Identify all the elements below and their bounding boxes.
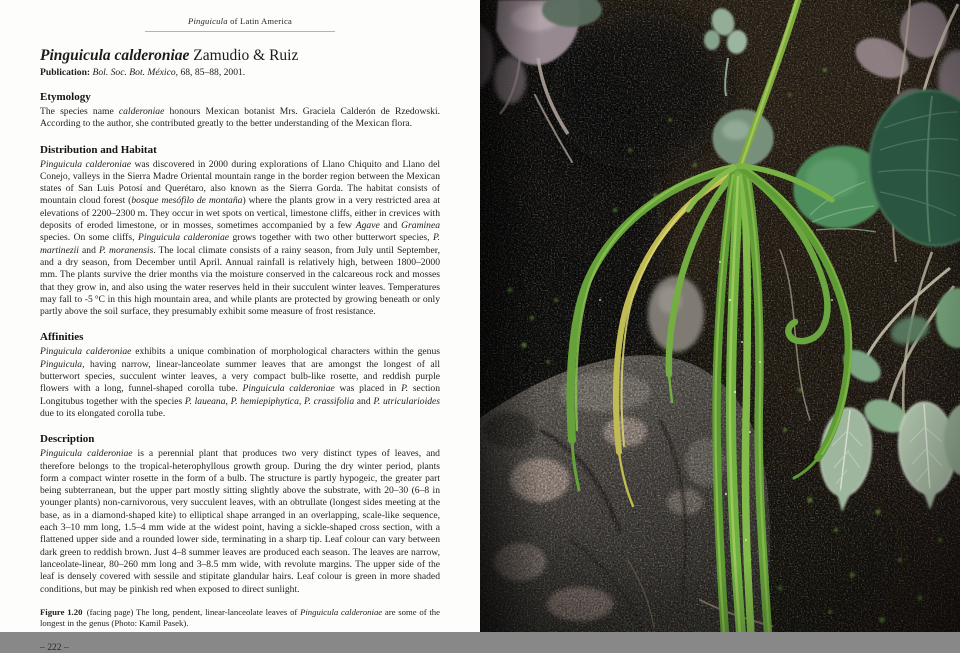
publication-reference: Bol. Soc. Bot. México, 68, 85–88, 2001. — [92, 67, 246, 78]
species-title: Pinguicula calderoniae — [40, 47, 190, 64]
figure-caption — [40, 607, 440, 629]
species-authors: Zamudio & Ruiz — [193, 47, 299, 64]
running-header: Pinguicula of Latin America — [188, 16, 292, 26]
figure-caption-label: Figure 1.20 — [40, 606, 83, 617]
header-rule — [145, 31, 335, 32]
section-paragraph-etymology: The species name calderoniae honours Mexican botanist Mrs. Graciela Calderón de Rzedowski. According to the author, she contributed greatly to the better understanding of the Mexican flora. — [40, 106, 441, 130]
section-heading-description: Description — [40, 433, 95, 446]
page-number: – 222 – — [40, 641, 69, 653]
publication-line — [40, 67, 440, 78]
section-paragraph-distribution: Pinguicula calderoniae was discovered in 2000 during explorations of Llano Chiquito and Llano del Conejo, valleys in the Sierra Madre Oriental mountain range in the border region between the Mexican states of San Luis Potosí and Querétaro, also known as the Sierra Gorda. The habitat consists of mountain cloud forest (bosque mesófilo de montaña) where the plants grow in a very restricted area at elevations of 2200–2300 m. They occur in wet spots on vertical, limestone cliffs, either in crevices with deposits of eroded limestone, or in mosses, sometimes accompanied by a few Agave and Graminea species. On some cliffs, Pinguicula calderoniae grows together with two other butterwort species, P. martinezii and P. moranensis. The local climate consists of a rainy season, from July until September, and a dry season, from December until April. Annual rainfall is relatively high, between 1800–2000 mm. The plants survive the drier months via the moisture conserved in the calcareous rock and mosses that they grow in, and also using the water reserves held in their succulent winter leaves. Temperatures may fall to -5 °C in this high mountain area, and while plants are protected by growing beneath or only partly above the soil surface, they presumably exhibit some measure of frost resistance. — [40, 158, 441, 318]
section-paragraph-affinities: Pinguicula calderoniae exhibits a unique combination of morphological characters within the genus Pinguicula, having narrow, linear-lanceolate summer leaves that are amongst the longest of all butterwort species, succulent winter leaves, a very compact bulb-like rosette, and reddish purple flowers with a long, funnel-shaped corolla tube. Pinguicula calderoniae was placed in P. section Longitubus together with the species P. laueana, P. hemiepiphytica, P. crassifolia and P. utricularioides due to its elongated corolla tube. — [40, 346, 441, 419]
publication-label: Publication: — [40, 67, 91, 78]
figure-caption-text: (facing page) The long, pendent, linear-lanceolate leaves of Pinguicula calderoniae are some of the longest in the genus (Photo: Kamil Pasek). — [40, 606, 440, 628]
plant-photo-graphic — [480, 0, 960, 632]
plant-photo — [480, 0, 960, 632]
section-heading-affinities: Affinities — [40, 331, 84, 344]
section-heading-etymology: Etymology — [40, 91, 91, 103]
photo-vignette — [480, 0, 960, 632]
section-paragraph-description: Pinguicula calderoniae is a perennial plant that produces two very distinct types of leaves, and therefore belongs to the tropical-heterophyllous growth group. During the dry winter period, plants form a compact winter rosette in the form of a bulb. The structure is partly hypogeic, the greater part being subterranean, but the upper part mostly sitting slightly above the substrate, with 20–30 (6–8 in younger plants) non-carnivorous, very succulent leaves, with an obtrullate (longest sides meeting at the base, as in a diamond-shaped kite) to elliptical shape arranged in an overlapping, scale-like sequence, each 3–10 mm long, 1.5–4 mm wide at the widest point, having a sickle-shaped cross section, with a flattened upper side and a rounded lower side, terminating in a sharp tip. Leaf colour can vary between dark green to reddish brown. Just 4–8 summer leaves are produced each season. The leaves are narrow, lanceolate-linear, 80–260 mm long and 3–8.5 mm wide, with revolute margins. The upper side of the leaf is densely covered with sessile and stipitate glandular hairs. Leaf colour is green in more shaded conditions, but may be pinkish red when exposed to direct sunlight. — [40, 448, 440, 595]
section-heading-distribution: Distribution and Habitat — [40, 143, 157, 156]
page-title — [40, 47, 440, 65]
photo-left-shadow — [480, 0, 540, 632]
